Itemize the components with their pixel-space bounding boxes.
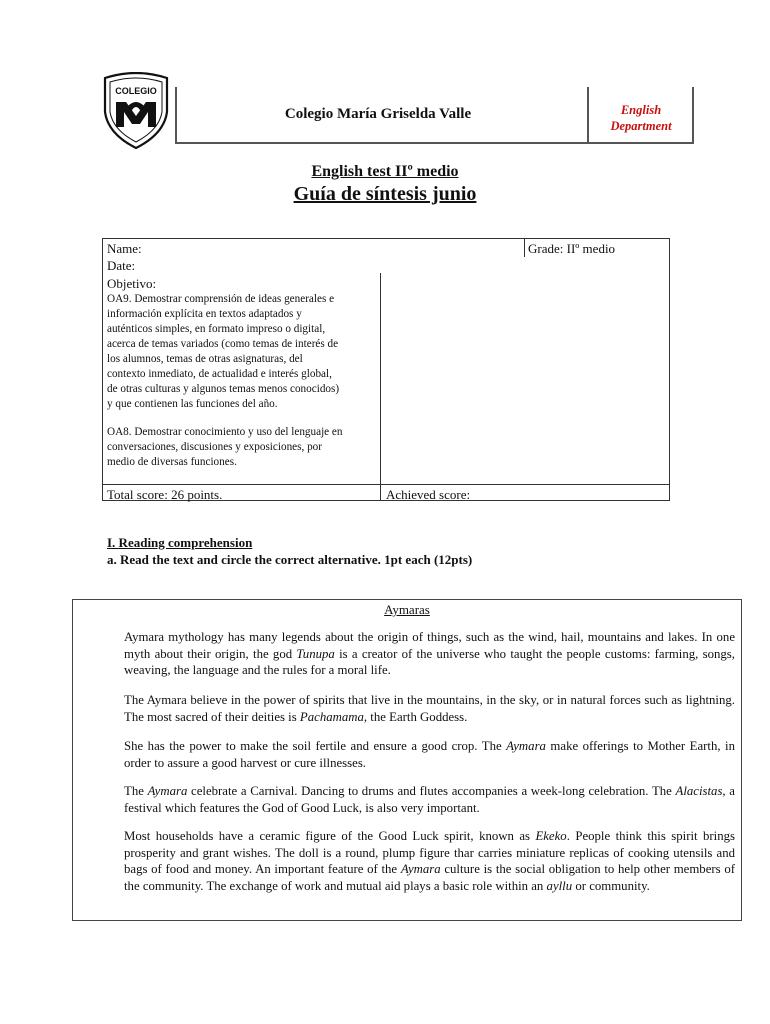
reading-title: Aymaras	[384, 602, 430, 617]
paragraph-2: The Aymara believe in the power of spirits that live in the mountains, in the sky, or in natural forces such as lightning. The most sacred of their deities is Pachamama, the Earth Goddess.	[124, 693, 735, 724]
table-divider-grade	[524, 239, 525, 257]
department-line2: Department	[610, 119, 672, 133]
header-rule-divider	[587, 87, 589, 144]
paragraph-3: She has the power to make the soil fertile and ensure a good crop. The Aymara make offerings to Mother Earth, in order to assure a good harvest or cure illnesses.	[124, 739, 735, 770]
header-rule-left	[175, 87, 177, 144]
name-label: Name:	[107, 241, 142, 256]
svg-text:COLEGIO: COLEGIO	[115, 86, 157, 96]
date-label: Date:	[107, 258, 136, 273]
school-name: Colegio María Griselda Valle	[284, 106, 472, 122]
paragraph-5: Most households have a ceramic figure of the Good Luck spirit, known as Ekeko. People think this spirit brings prosperity and grant wishes. The doll is a round, plump figure thar carries miniature replicas of cooking utensils and bags of food and money. An important feature of the Aymara culture is the social obligation to help other members of the community. The exchange of work and mutual aid plays a basic role within an ayllu or community.	[124, 829, 735, 893]
table-divider-objective	[380, 273, 381, 500]
header-rule-bottom	[175, 142, 693, 144]
objective-oa8: OA8. Demostrar conocimiento y uso del lenguaje en conversaciones, discusiones y exposiciones, por medio de diversas funciones.	[107, 426, 343, 468]
section-heading: I. Reading comprehension	[107, 535, 253, 550]
objective-oa9: OA9. Demostrar comprensión de ideas generales e información explícita en textos adaptados y auténticos simples, en formato impreso o digital, acerca de temas variados (como temas de interés de los alumnos, temas de otras asignaturas, del contexto inmediato, de actualidad e interés global, de otras culturas y algunos temas menos conocidos) y que contienen las funciones del año.	[107, 293, 340, 410]
total-score: Total score: 26 points.	[107, 487, 223, 502]
achieved-score: Achieved score:	[386, 487, 471, 502]
paragraph-4: The Aymara celebrate a Carnival. Dancing to drums and flutes accompanies a week-long celebration. The Alacistas, a festival which features the God of Good Luck, is also very important.	[124, 784, 735, 815]
test-title: English test IIº medio	[311, 163, 459, 180]
header-rule-right	[692, 87, 694, 144]
info-table	[102, 238, 670, 501]
grade-label: Grade: IIº medio	[528, 241, 616, 256]
paragraph-1: Aymara mythology has many legends about the origin of things, such as the wind, hail, mountains and lakes. In one myth about their origin, the god Tunupa is a creator of the universe who taught the people customs: farming, songs, weaving, the language and the rules for a moral life.	[124, 630, 735, 677]
guide-title: Guía de síntesis junio	[293, 183, 477, 205]
table-divider-score	[103, 484, 669, 485]
objective-label: Objetivo:	[107, 276, 157, 291]
section-instruction: a. Read the text and circle the correct alternative. 1pt each (12pts)	[107, 552, 473, 567]
school-crest-logo	[102, 72, 170, 150]
department-line1: English	[620, 103, 662, 117]
department-label	[592, 102, 690, 134]
